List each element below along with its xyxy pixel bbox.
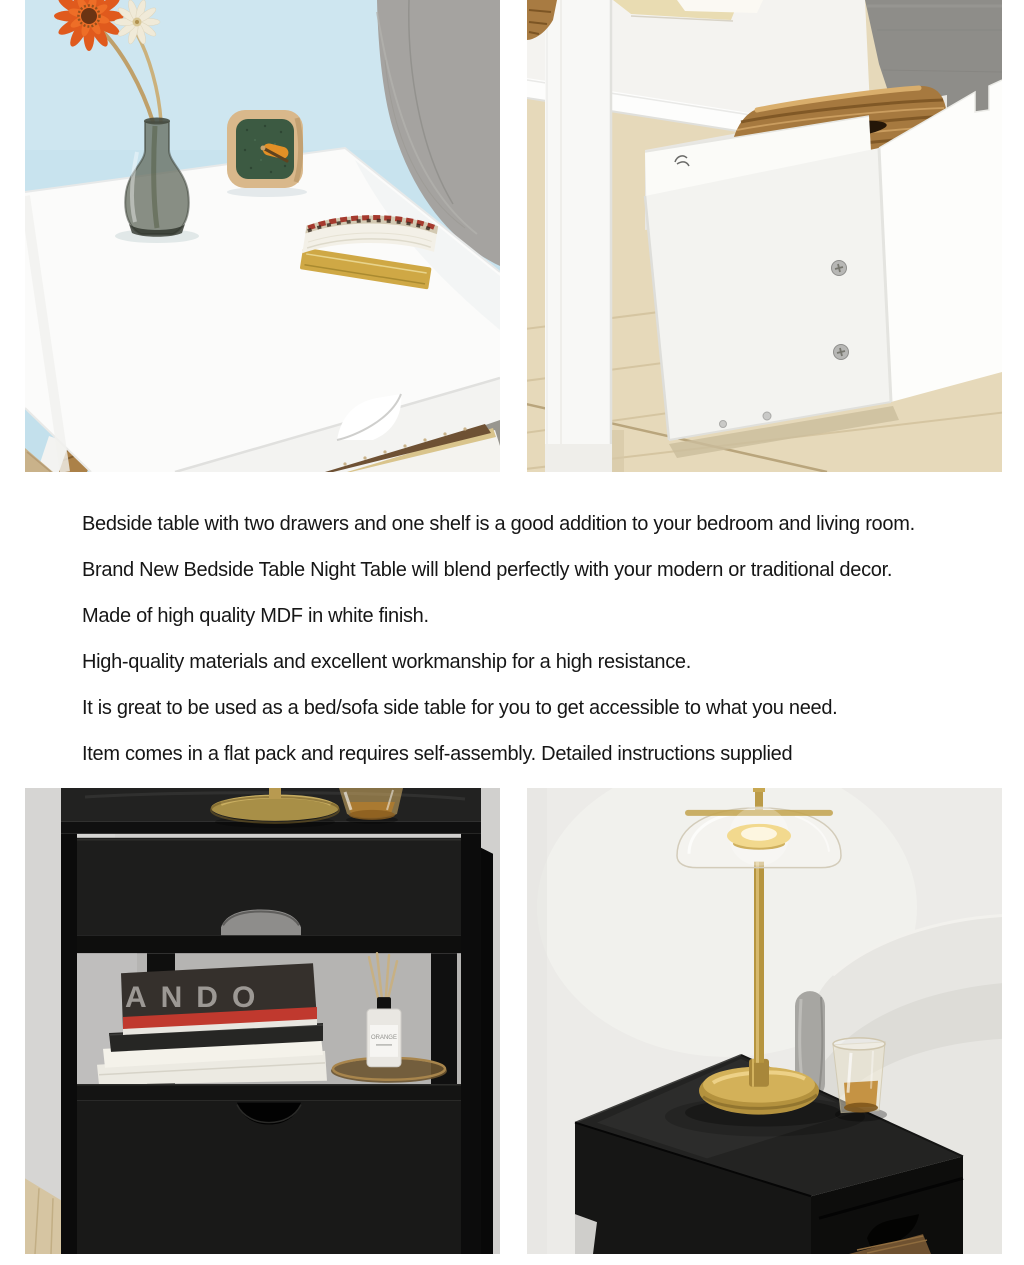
- drawer-side-panel: [645, 148, 891, 440]
- description-line-1: Bedside table with two drawers and one shelf is a good addition to your bedroom and living room.: [82, 513, 915, 535]
- black-table-scene: [25, 788, 500, 1254]
- screw: [834, 345, 849, 360]
- screw: [832, 261, 847, 276]
- product-photo-white-table-top: [25, 0, 500, 472]
- description-line-4: High-quality materials and excellent workmanship for a high resistance.: [82, 651, 692, 673]
- description-line-2: Brand New Bedside Table Night Table will blend perfectly with your modern or traditional decor.: [82, 559, 893, 581]
- wooden-clock: [227, 110, 307, 197]
- product-photo-black-table-shelf: [25, 788, 500, 1254]
- shelf-and-bottom-drawer: [77, 1085, 461, 1254]
- amber-glass-on-top: [339, 788, 403, 824]
- book-cover-text: ANDO: [124, 981, 270, 1015]
- product-photo-black-table-lamp: [527, 788, 1002, 1254]
- description-line-3: Made of high quality MDF in white finish.: [82, 605, 429, 627]
- ando-book: [121, 963, 317, 1035]
- book-stack: [97, 963, 327, 1084]
- lamp-table-scene: [527, 788, 1002, 1254]
- white-table-scene: [25, 0, 500, 472]
- diffuser-label: ORANGE: [371, 1034, 397, 1041]
- product-description: [82, 514, 1002, 790]
- open-drawer-scene: [527, 0, 1002, 472]
- description-line-6: Item comes in a flat pack and requires self-assembly. Detailed instructions supplied: [82, 743, 793, 765]
- product-photo-open-drawer: [527, 0, 1002, 472]
- amber-tumbler: [833, 1038, 887, 1122]
- white-frame-post: [545, 0, 624, 472]
- description-line-5: It is great to be used as a bed/sofa side table for you to get accessible to what you need.: [82, 697, 838, 719]
